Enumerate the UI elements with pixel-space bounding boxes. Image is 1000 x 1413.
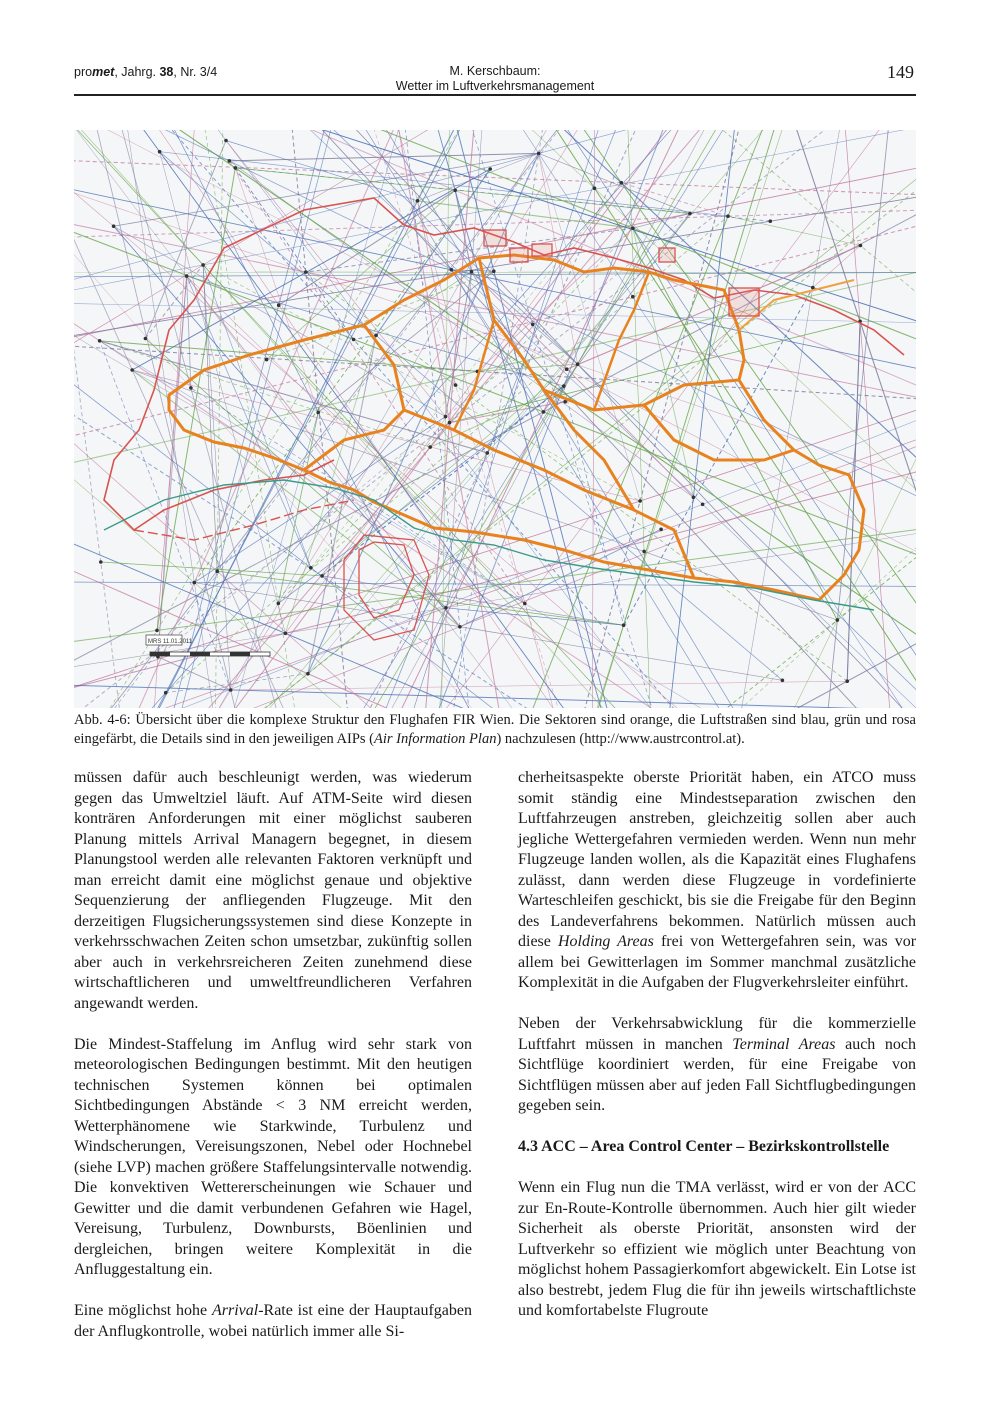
paragraph: müssen dafür auch beschleunigt werden, was wiederum gegen das Umweltziel läuft. Auf ATM-Seite wird diesen konträren Anforderungen mit einer möglichst sauberen Planung mittels Arrival Managern begegnet, in diesem Planungstool werden alle relevanten Faktoren verknüpft und man erreicht damit eine möglichst genaue und objektive Sequenzierung der anfliegenden Flugzeuge. Mit den derzeitigen Flugsicherungssystemen sind diese Konzepte in verkehrsschwachen Zeiten schon umsetzbar, zukünftig sollen aber auch in verkehrsreicheren Zeiten zunehmend diese wirtschaftlicheren und umweltfreundlicheren Verfahren angewandt werden. (74, 769, 472, 1012)
waypoint-marker (859, 244, 863, 248)
right-column (518, 768, 916, 1322)
waypoint-marker (523, 602, 527, 606)
waypoint-marker (453, 189, 457, 193)
waypoint-marker (448, 421, 452, 425)
waypoint-marker (428, 445, 432, 449)
waypoint-marker (99, 560, 103, 564)
waypoint-marker (622, 623, 626, 627)
waypoint-marker (155, 629, 159, 633)
paragraph-italic: Terminal Areas (732, 1035, 836, 1053)
journal-brand: met (92, 65, 115, 79)
waypoint-marker (228, 159, 232, 163)
paragraph (518, 768, 916, 994)
journal-volume: 38 (159, 65, 174, 79)
paragraph-text: Neben der Verkehrsabwicklung für die kommerzielle Luftfahrt müssen in manchen (518, 1015, 916, 1053)
page-number: 149 (887, 62, 914, 82)
paragraph (74, 1301, 472, 1342)
waypoint-marker (304, 270, 308, 274)
waypoint-marker (112, 224, 116, 228)
waypoint-marker (836, 618, 840, 622)
waypoint-marker (215, 569, 219, 573)
waypoint-marker (185, 274, 189, 278)
caption-text-1: Abb. 4-6: Übersicht über die komplexe Struktur den Flughafen FIR Wien. Die Sektoren sind orange, die Luftstraßen sind blau, grün und rosa eingefärbt, die Details sind in den jeweiligen AIPs ( (74, 712, 916, 747)
waypoint-marker (229, 688, 233, 692)
scale-bar-seg (190, 652, 210, 656)
restricted-zone (729, 288, 759, 316)
scale-bar-seg (230, 652, 250, 656)
header-rule (74, 94, 916, 96)
waypoint-marker (488, 167, 492, 171)
waypoint-marker (593, 186, 597, 190)
waypoint-marker (781, 679, 785, 683)
fir-map-figure (74, 130, 916, 708)
author-title-block (74, 64, 916, 94)
running-header (74, 60, 916, 94)
waypoint-marker (193, 581, 197, 585)
paragraph: Wenn ein Flug nun die TMA verlässt, wird er von der ACC zur En-Route-Kontrolle übernommen. Auch hier gilt wieder Sicherheit als oberste Priorität, ansonsten wird der Luftverkehr so effizient wie möglich unter Beachtung von möglichst hohem Passagierkomfort abgewickelt. Ein Lotse ist also bestrebt, jedem Flug die für ihn jeweils wirtschaftlichste und komfortabelste Flugroute (518, 1179, 916, 1319)
waypoint-marker (277, 602, 281, 606)
restricted-zone (659, 248, 675, 262)
author-name: M. Kerschbaum: (449, 64, 541, 78)
waypoint-marker (692, 496, 696, 500)
waypoint-marker (565, 367, 569, 371)
waypoint-marker (470, 270, 474, 274)
waypoint-marker (201, 263, 205, 267)
figure-caption (74, 711, 916, 749)
waypoint-marker (316, 411, 320, 415)
waypoint-marker (416, 199, 420, 203)
waypoint-marker (320, 574, 324, 578)
waypoint-marker (631, 295, 635, 299)
waypoint-marker (164, 691, 168, 695)
waypoint-marker (659, 528, 663, 532)
waypoint-marker (309, 566, 313, 570)
waypoint-marker (576, 362, 580, 366)
waypoint-marker (144, 337, 148, 341)
journal-rest: , Jahrg. (114, 65, 160, 79)
waypoint-marker (492, 269, 496, 273)
paragraph: Die Mindest-Staffelung im Anflug wird sehr stark von meteorologischen Bedingungen bestimmt. Mit den heutigen technischen Systemen können bei optimalen Sichtbedingungen Abstände < 3 NM erreicht werden, Wetterphänomene wie Starkwinde, Turbulenz und Windscherungen, Vereisungszonen, Nebel oder Hochnebel (siehe LVP) machen größere Staffelungsintervalle notwendig. Die konvektiven Wettererscheinungen wie Schauer und Gewitter und die damit verbundenen Gefahren wie Hagel, Vereisung, Turbulenz, Downbursts, Böenlinien und dergleichen, bringen weitere Komplexität in die Anfluggestaltung ein. (74, 1035, 472, 1278)
paragraph-text: auch noch Sichtflüge koordiniert werden, für eine Freigabe von Sichtflügen müssen aber auf jeden Fall Sichtflugbedingungen gegeben sein. (518, 1035, 916, 1114)
waypoint-marker (130, 368, 134, 372)
journal-prefix: pro (74, 65, 93, 79)
paragraph-text: Eine möglichst hohe (74, 1302, 212, 1319)
waypoint-marker (450, 268, 454, 272)
restricted-zone (510, 248, 528, 262)
waypoint-marker (688, 212, 692, 216)
waypoint-marker (486, 451, 490, 455)
waypoint-marker (542, 410, 546, 414)
waypoint-marker (531, 323, 535, 327)
waypoint-marker (811, 286, 815, 290)
restricted-zone (532, 244, 552, 256)
paragraph-text: cherheitsaspekte oberste Priorität haben, ein ATCO muss somit ständig eine Mindestseparation zwischen den Luftfahrzeugen anstreben, gleichzeitig sollen aber auch jegliche Wettergefahren vermieden werden. Wenn nun mehr Flugzeuge landen wollen, als die Kapazität eines Flughafens zulässt, dann werden diese Flugzeuge in vordefinierte Warteschleifen geschickt, bis sie die Freigabe für den Beginn des Landeverfahrens bekommen. Natürlich müssen auch diese (518, 769, 916, 950)
journal-issue: , Nr. 3/4 (173, 65, 218, 79)
waypoint-marker (444, 606, 448, 610)
fir-vienna-map (74, 130, 916, 708)
left-column (74, 768, 472, 1342)
running-title: Wetter im Luftverkehrsmanagement (395, 79, 595, 93)
paragraph-italic: Arrival (211, 1302, 259, 1319)
waypoint-marker (638, 499, 642, 503)
waypoint-marker (224, 139, 228, 143)
waypoint-marker (769, 219, 773, 223)
paragraph-text: -Rate ist eine der Hauptaufgaben der Anflugkontrolle, wobei natürlich immer alle Si- (74, 1302, 473, 1340)
waypoint-marker (374, 334, 378, 338)
waypoint-marker (284, 632, 288, 636)
waypoint-marker (158, 150, 162, 154)
section-heading: 4.3 ACC – Area Control Center – Bezirkskontrollstelle (518, 1138, 890, 1155)
waypoint-marker (352, 338, 356, 342)
waypoint-marker (458, 625, 462, 629)
paragraph (518, 1014, 916, 1117)
waypoint-marker (537, 152, 541, 156)
waypoint-marker (265, 358, 269, 362)
scale-bar-seg (150, 652, 170, 656)
waypoint-marker (631, 226, 635, 230)
caption-italic: Air Information Plan (374, 731, 497, 747)
caption-text-2: ) nachzulesen (http://www.austrcontrol.at). (496, 731, 745, 747)
waypoint-marker (306, 672, 310, 676)
waypoint-marker (845, 679, 849, 683)
waypoint-marker (620, 181, 624, 185)
waypoint-marker (234, 166, 238, 170)
waypoint-marker (98, 339, 102, 343)
legend-box-label: MRS 11.01.2011 (148, 639, 193, 645)
waypoint-marker (562, 384, 566, 388)
waypoint-marker (189, 386, 193, 390)
waypoint-marker (277, 303, 281, 307)
waypoint-marker (454, 383, 458, 387)
waypoint-marker (444, 415, 448, 419)
paragraph-italic: Holding Areas (557, 933, 654, 950)
waypoint-marker (701, 503, 705, 507)
waypoint-marker (642, 550, 646, 554)
paragraph-text: frei von Wettergefahren sein, was vor allem bei Gewitterlagen im Sommer manchmal zusätzliche Komplexität in die Aufgaben der Flugverkehrsleiter einführt. (518, 933, 917, 991)
scale-bar (150, 652, 270, 656)
waypoint-marker (726, 214, 730, 218)
restricted-zone (484, 230, 506, 246)
